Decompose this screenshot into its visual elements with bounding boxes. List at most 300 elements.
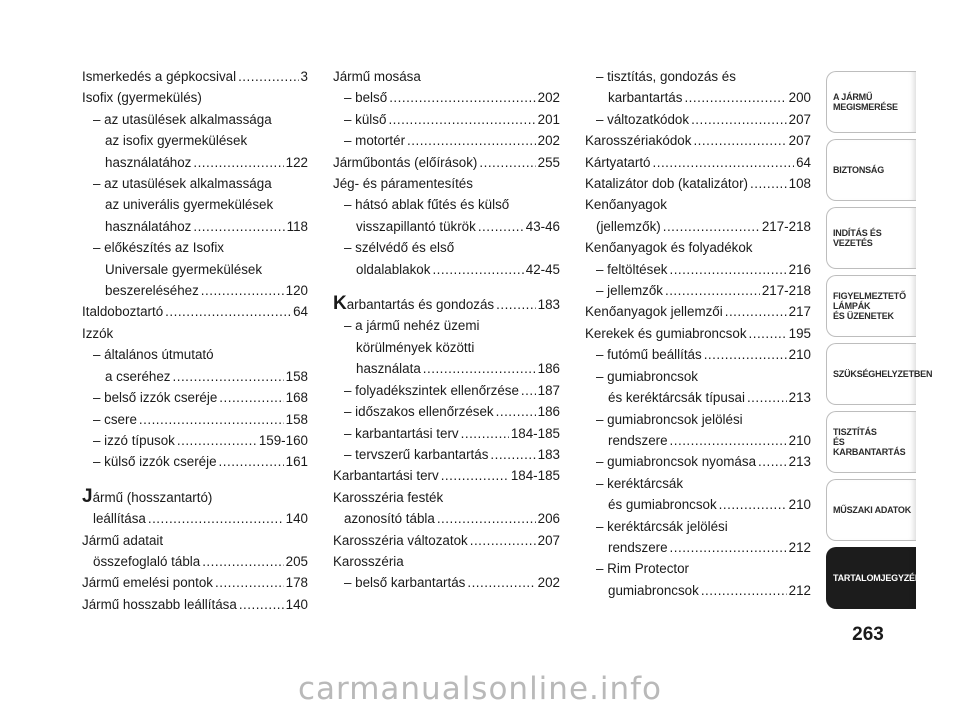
index-entry-label: Italdoboztartó <box>82 304 164 320</box>
index-entry-text <box>596 366 698 387</box>
index-entry <box>585 87 811 108</box>
index-entry <box>585 430 811 451</box>
index-entry-label: – izzó típusok <box>93 432 175 448</box>
index-entry-label: – Rim Protector <box>596 561 690 577</box>
index-column-1 <box>82 66 308 615</box>
leader-dots <box>388 109 535 130</box>
index-entry-label: – hátsó ablak fűtés és külső <box>344 197 510 213</box>
index-entry-text <box>596 451 756 472</box>
index-entry <box>585 152 811 173</box>
index-entry <box>333 216 560 237</box>
leader-dots <box>691 109 787 130</box>
section-tab-label: SZÜKSÉGHELYZETBEN <box>833 369 933 379</box>
index-entry-page: 186 <box>537 361 560 377</box>
index-column-3 <box>585 66 811 601</box>
leader-dots <box>670 537 787 558</box>
index-entry-text <box>333 173 473 194</box>
index-entry <box>333 315 560 336</box>
index-entry-label: – az utasülések alkalmassága <box>93 111 272 127</box>
index-entry-page: 42-45 <box>525 261 560 277</box>
index-entry-label: – változatkódok <box>596 111 690 127</box>
index-entry <box>82 409 308 430</box>
leader-dots <box>165 301 291 322</box>
index-entry-text <box>333 487 443 508</box>
index-entry-text <box>608 430 668 451</box>
index-entry-page: 140 <box>285 511 308 527</box>
index-entry <box>585 237 811 258</box>
index-entry-text <box>333 152 477 173</box>
index-entry-label: körülmények közötti <box>356 339 475 355</box>
leader-dots <box>478 216 524 237</box>
index-entry <box>82 237 308 258</box>
index-entry <box>333 194 560 215</box>
index-entry-page: 3 <box>300 69 308 84</box>
index-entry-label: – belső <box>344 90 388 106</box>
index-entry-label: Kenőanyagok <box>585 197 667 213</box>
index-entry-text <box>585 194 667 215</box>
leader-dots <box>219 451 284 472</box>
leader-dots <box>750 173 787 194</box>
index-entry <box>82 66 308 87</box>
index-entry-page: 202 <box>537 90 560 106</box>
index-entry-label: Jég- és páramentesítés <box>333 176 473 192</box>
index-entry-label: – motortér <box>344 133 406 149</box>
leader-dots <box>432 259 523 280</box>
leader-dots <box>496 294 536 315</box>
index-entry-label: – a jármű nehéz üzemi <box>344 318 480 334</box>
index-entry-label: rendszere <box>608 539 668 555</box>
index-entry-label: leállítása <box>93 511 146 527</box>
section-tab[interactable] <box>826 411 916 473</box>
index-entry-text <box>596 216 661 237</box>
index-entry-text <box>344 237 454 258</box>
index-entry-label: Járműbontás (előírások) <box>333 154 478 170</box>
index-entry-label: Izzók <box>82 325 114 341</box>
index-entry-page: 184-185 <box>510 425 560 441</box>
index-entry-page: 158 <box>285 411 308 427</box>
leader-dots <box>653 152 795 173</box>
index-entry-page: 159-160 <box>258 432 308 448</box>
index-entry-text <box>596 558 689 579</box>
index-entry-label: gumiabroncsok <box>608 582 699 598</box>
index-entry <box>585 280 811 301</box>
index-entry <box>333 66 560 87</box>
index-entry <box>585 344 811 365</box>
page-number: 263 <box>852 624 884 645</box>
index-entry <box>82 366 308 387</box>
index-entry-page: 217-218 <box>761 218 811 234</box>
leader-dots <box>496 401 536 422</box>
index-entry <box>82 152 308 173</box>
section-tab-label: TISZTÍTÁS ÉS KARBANTARTÁS <box>833 427 906 457</box>
watermark: carmanualsonline.info <box>297 671 663 707</box>
index-entry <box>82 508 308 529</box>
index-entry-label: az univerális gyermekülések <box>105 197 274 213</box>
index-entry-label: – tisztítás, gondozás és <box>596 69 736 84</box>
index-entry-text <box>105 194 273 215</box>
index-entry-text <box>82 301 163 322</box>
index-entry-page: 140 <box>285 596 308 612</box>
index-entry-page: 178 <box>285 575 308 591</box>
index-entry-text <box>105 366 171 387</box>
index-entry <box>585 580 811 601</box>
index-entry <box>333 152 560 173</box>
index-entry-label: Karbantartási terv <box>333 468 439 484</box>
index-entry <box>82 216 308 237</box>
index-entry-label: – futómű beállítás <box>596 347 702 363</box>
index-entry-text <box>93 387 217 408</box>
index-entry-text <box>333 530 468 551</box>
index-entry-page: 210 <box>788 432 811 448</box>
index-entry <box>82 173 308 194</box>
index-entry-page: 202 <box>537 575 560 591</box>
index-entry-page: 213 <box>788 454 811 470</box>
leader-dots <box>701 580 787 601</box>
index-entry-page: 207 <box>788 133 811 149</box>
index-entry-page: 217 <box>788 304 811 320</box>
index-entry-text <box>93 551 200 572</box>
index-entry-page: 120 <box>285 283 308 299</box>
index-entry <box>82 280 308 301</box>
index-entry <box>333 487 560 508</box>
leader-dots <box>663 216 760 237</box>
index-entry-page: 200 <box>788 90 811 106</box>
index-entry-label: Karosszéria <box>333 553 404 569</box>
index-entry-label: Katalizátor dob (katalizátor) <box>585 176 748 192</box>
index-entry <box>585 451 811 472</box>
index-entry-text <box>596 344 702 365</box>
section-tab-label: A JÁRMŰ MEGISMERÉSE <box>833 92 898 112</box>
index-entry <box>82 387 308 408</box>
index-entry <box>82 323 308 344</box>
leader-dots <box>239 594 284 615</box>
index-entry-page: 195 <box>788 325 811 341</box>
index-entry-text <box>344 423 459 444</box>
leader-dots <box>441 465 509 486</box>
index-entry-text <box>596 109 689 130</box>
index-entry-label: Kenőanyagok jellemzői <box>585 304 723 320</box>
index-entry-text <box>82 66 236 87</box>
index-entry-text <box>333 551 404 572</box>
leader-dots <box>684 87 786 108</box>
index-entry-text <box>585 130 691 151</box>
index-entry-text <box>333 66 421 87</box>
index-entry-text <box>93 237 224 258</box>
leader-dots <box>193 216 284 237</box>
index-entry <box>585 516 811 537</box>
leader-dots <box>148 508 284 529</box>
index-entry-label: és gumiabroncsok <box>608 497 717 513</box>
index-entry-label: karbantartás <box>608 90 683 106</box>
index-entry-label: – keréktárcsák <box>596 475 684 491</box>
leader-dots <box>749 323 787 344</box>
index-entry-text <box>105 130 247 151</box>
index-entry-label: – külső izzók cseréje <box>93 454 217 470</box>
section-tab[interactable] <box>826 343 933 405</box>
leader-dots <box>670 430 787 451</box>
index-entry-text <box>82 487 212 508</box>
leader-dots <box>669 259 786 280</box>
leader-dots <box>177 430 257 451</box>
index-entry <box>333 109 560 130</box>
index-entry-label: használatához <box>105 218 192 234</box>
index-entry <box>333 358 560 379</box>
index-entry-page: 183 <box>537 297 560 313</box>
index-entry-label: Jármű adatait <box>82 532 164 548</box>
index-entry-text <box>608 537 668 558</box>
index-entry <box>333 237 560 258</box>
leader-dots <box>758 451 787 472</box>
index-entry-text <box>344 508 435 529</box>
index-entry-label: Jármű hosszabb leállítása <box>82 596 237 612</box>
index-entry-text <box>344 444 488 465</box>
index-entry-label: Kártyatartó <box>585 154 651 170</box>
index-entry <box>333 444 560 465</box>
index-entry-label: – keréktárcsák jelölési <box>596 518 728 534</box>
index-entry-label: – karbantartási terv <box>344 425 459 441</box>
leader-dots <box>173 366 284 387</box>
index-entry-label: – csere <box>93 411 137 427</box>
index-entry-label: – előkészítés az Isofix <box>93 240 224 256</box>
index-entry-text <box>82 530 163 551</box>
index-entry-label: – külső <box>344 111 387 127</box>
leader-dots <box>521 380 536 401</box>
leader-dots <box>202 551 283 572</box>
index-entry-text <box>82 323 113 344</box>
index-entry-text <box>105 259 262 280</box>
index-entry-text <box>596 259 667 280</box>
index-entry <box>585 216 811 237</box>
index-entry-text <box>356 216 476 237</box>
index-entry <box>333 508 560 529</box>
index-entry-label: – feltöltések <box>596 261 668 277</box>
index-entry-text <box>585 301 723 322</box>
index-entry <box>585 173 811 194</box>
index-entry-text <box>585 152 651 173</box>
index-entry-text <box>82 87 202 108</box>
index-entry-page: 212 <box>788 539 811 555</box>
index-entry <box>82 301 308 322</box>
index-entry-label: az isofix gyermekülések <box>105 133 248 149</box>
index-entry-label: – tervszerű karbantartás <box>344 446 489 462</box>
index-entry-label: összefoglaló tábla <box>93 553 201 569</box>
leader-dots <box>407 130 536 151</box>
index-entry <box>333 337 560 358</box>
index-entry-label: azonosító tábla <box>344 511 435 527</box>
leader-dots <box>747 387 787 408</box>
index-entry <box>585 130 811 151</box>
index-entry <box>585 323 811 344</box>
index-entry <box>82 530 308 551</box>
index-entry-label: oldalablakok <box>356 261 431 277</box>
index-entry-text <box>596 280 663 301</box>
index-entry-page: 255 <box>537 154 560 170</box>
leader-dots <box>437 508 536 529</box>
index-entry-page: 207 <box>537 532 560 548</box>
index-entry <box>585 409 811 430</box>
index-entry <box>333 294 560 315</box>
index-entry-label: használatához <box>105 154 192 170</box>
index-entry-text <box>93 430 175 451</box>
index-entry <box>333 259 560 280</box>
index-entry <box>333 130 560 151</box>
index-entry-page: 122 <box>285 154 308 170</box>
section-tab[interactable] <box>826 547 922 609</box>
leader-dots <box>725 301 787 322</box>
index-entry-text <box>82 594 237 615</box>
section-tab[interactable] <box>826 139 916 201</box>
index-entry-label: Universale gyermekülések <box>105 261 263 277</box>
index-entry <box>333 87 560 108</box>
index-entry <box>82 109 308 130</box>
section-tab[interactable] <box>826 275 916 337</box>
index-entry-page: 64 <box>796 154 811 170</box>
index-entry-page: 186 <box>537 404 560 420</box>
section-tabs <box>826 71 933 615</box>
leader-dots <box>467 572 535 593</box>
index-entry-page: 118 <box>286 218 308 234</box>
index-entry-text <box>344 109 386 130</box>
leader-dots <box>719 494 787 515</box>
index-entry-label: – általános útmutató <box>93 347 214 363</box>
index-entry <box>333 572 560 593</box>
index-entry-text <box>585 323 747 344</box>
index-entry-text <box>608 87 682 108</box>
index-entry-label: Isofix (gyermekülés) <box>82 90 202 106</box>
index-entry-label: Ismerkedés a gépkocsival <box>82 69 237 84</box>
index-entry <box>82 87 308 108</box>
index-entry-text <box>93 109 272 130</box>
index-entry-page: 184-185 <box>510 468 560 484</box>
index-entry <box>82 194 308 215</box>
index-entry-label: használata <box>356 361 421 377</box>
index-entry-label: a cseréhez <box>105 368 171 384</box>
section-tab-label: INDÍTÁS ÉS VEZETÉS <box>833 228 882 248</box>
section-tab[interactable] <box>826 71 916 133</box>
index-entry <box>333 380 560 401</box>
leader-dots <box>693 130 786 151</box>
index-entry-text <box>93 173 272 194</box>
index-entry <box>82 451 308 472</box>
index-entry-page: 210 <box>788 347 811 363</box>
index-entry-text <box>82 572 213 593</box>
index-entry-text <box>105 216 191 237</box>
index-entry-label: – időszakos ellenőrzések <box>344 404 494 420</box>
index-entry-text <box>585 237 753 258</box>
index-entry-text <box>356 259 430 280</box>
index-entry-text <box>333 294 494 315</box>
index-entry-text <box>608 494 717 515</box>
section-tab[interactable] <box>826 479 916 541</box>
index-entry-text <box>596 516 728 537</box>
index-entry-label: (jellemzők) <box>596 218 661 234</box>
index-entry-text <box>585 173 748 194</box>
index-entry-label: beszereléséhez <box>105 283 199 299</box>
index-entry-label: és keréktárcsák típusai <box>608 390 745 406</box>
index-entry-page: 202 <box>537 133 560 149</box>
leader-dots <box>461 423 509 444</box>
index-entry <box>82 594 308 615</box>
index-entry <box>333 530 560 551</box>
index-entry <box>585 194 811 215</box>
index-entry-text <box>608 580 699 601</box>
index-entry-label: Karosszériakódok <box>585 133 692 149</box>
index-entry <box>82 259 308 280</box>
index-entry <box>585 109 811 130</box>
leader-dots <box>470 530 536 551</box>
section-tab-label: TARTALOMJEGYZÉK <box>833 573 922 583</box>
index-entry-label: – jellemzők <box>596 283 663 299</box>
index-entry <box>585 366 811 387</box>
leader-dots <box>193 152 283 173</box>
index-entry <box>585 387 811 408</box>
index-entry-label: visszapillantó tükrök <box>356 218 476 234</box>
index-entry-text <box>93 508 146 529</box>
index-entry-label: – gumiabroncsok jelölési <box>596 411 743 427</box>
index-entry-page: 161 <box>285 454 308 470</box>
index-entry-page: 206 <box>537 511 560 527</box>
index-entry-page: 168 <box>285 390 308 406</box>
index-entry-page: 43-46 <box>525 218 560 234</box>
index-entry <box>585 301 811 322</box>
index-entry-text <box>344 315 479 336</box>
index-entry-text <box>596 473 683 494</box>
index-entry <box>82 551 308 572</box>
index-entry <box>585 259 811 280</box>
index-entry-page: 183 <box>537 446 560 462</box>
leader-dots <box>139 409 284 430</box>
index-entry <box>585 473 811 494</box>
leader-dots <box>201 280 284 301</box>
index-entry <box>333 423 560 444</box>
index-entry <box>333 401 560 422</box>
index-entry <box>333 551 560 572</box>
index-entry <box>82 130 308 151</box>
index-entry-label: – az utasülések alkalmassága <box>93 176 272 192</box>
index-entry-page: 205 <box>285 553 308 569</box>
index-entry-label: Kerekek és gumiabroncsok <box>585 325 747 341</box>
index-entry-page: 201 <box>537 111 560 127</box>
index-entry-label: arbantartás és gondozás <box>346 297 495 313</box>
index-entry-page: 207 <box>788 111 811 127</box>
index-entry-text <box>333 465 439 486</box>
index-entry <box>585 558 811 579</box>
index-entry-text <box>344 87 387 108</box>
index-entry-text <box>344 194 509 215</box>
leader-dots <box>423 358 536 379</box>
index-entry-text <box>93 451 217 472</box>
index-entry-page: 108 <box>788 176 811 192</box>
leader-dots <box>215 572 284 593</box>
index-entry-label: Jármű mosása <box>333 69 421 84</box>
leader-dots <box>389 87 535 108</box>
index-letter: K <box>333 293 347 315</box>
index-entry-text <box>93 409 137 430</box>
index-entry <box>585 537 811 558</box>
index-entry-text <box>344 572 465 593</box>
index-entry-label: Jármű emelési pontok <box>82 575 213 591</box>
section-tab[interactable] <box>826 207 916 269</box>
leader-dots <box>238 66 298 87</box>
leader-dots <box>479 152 535 173</box>
index-entry-text <box>356 337 474 358</box>
index-entry-text <box>356 358 421 379</box>
index-entry-page: 217-218 <box>761 283 811 299</box>
index-entry-label: – belső karbantartás <box>344 575 466 591</box>
leader-dots <box>219 387 283 408</box>
index-entry-label: – gumiabroncsok nyomása <box>596 454 757 470</box>
section-tab-label: FIGYELMEZTETŐ LÁMPÁK ÉS ÜZENETEK <box>833 291 906 321</box>
